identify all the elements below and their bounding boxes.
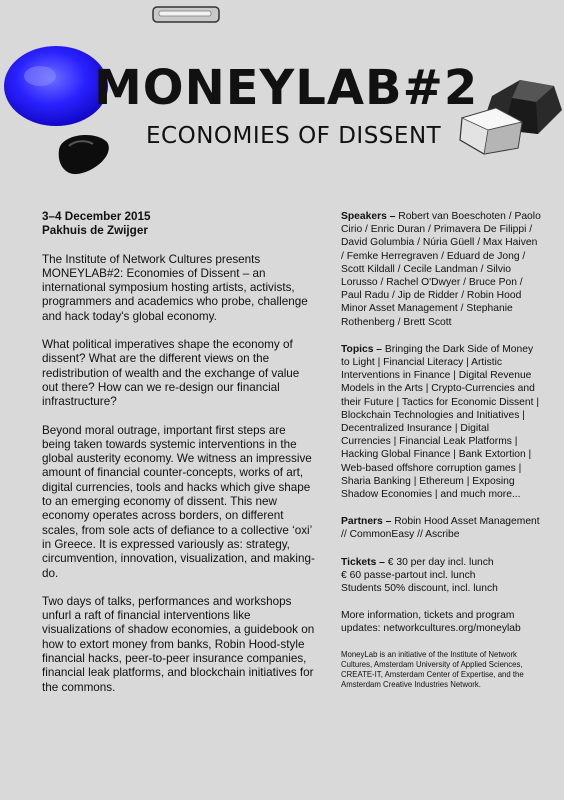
more-info: More information, tickets and program updates: networkcultures.org/moneylab (341, 610, 521, 635)
partners-list: Robin Hood Asset Management // CommonEasy // Ascribe (341, 516, 540, 541)
poster-title: MONEYLAB#2 (94, 60, 479, 116)
topics-section (341, 343, 541, 501)
glass-bar-graphic (150, 2, 222, 28)
program-paragraph: Two days of talks, performances and workshops unfurl a raft of financial interventions like visualizations of shadow economies, a guidebook on how to extort money from banks, Robin Hood-style financial hacks, peer-to-peer insurance companies, financial leak platforms, and blockchain initiatives for the commons. (42, 594, 315, 694)
main-column (42, 210, 317, 709)
partners-label: Partners – (341, 516, 392, 528)
tickets-students: Students 50% discount, incl. lunch (341, 583, 498, 595)
tickets-label: Tickets – (341, 556, 385, 568)
event-date: 3–4 December 2015 (42, 210, 151, 223)
tickets-day: € 30 per day incl. lunch (387, 556, 494, 568)
partners-section (341, 515, 541, 541)
black-drop-graphic (55, 128, 113, 178)
dissent-paragraph: Beyond moral outrage, important first steps are being taken towards systemic interventions in the global austerity economy. We witness an impressive amount of financial counter-concepts, works of art, digital currencies, tools and hacks which give shape to an emerging economy of dissent. This new economy operates across borders, on different scales, from sole acts of defiance to a collective ‘oxi’ in Greece. It is expressed variously as: strategy, circumvention, innovation, visualization, and making-do. (42, 423, 315, 580)
topics-list: Bringing the Dark Side of Money to Light | Financial Literacy | Artistic Interventions in Finance | Digital Revenue Models in the Arts | Crypto-Currencies and their Future | Tactics for Economic Dissent | Blockchain Technologies and Initiatives | Decentralized Insurance | Digital Currencies | Financial Leak Platforms | Hacking Global Finance | Bank Extortion | Web-based offshore corruption games | Sharia Banking | Ethereum | Exposing Shadow Economies | and much more... (341, 343, 540, 501)
intro-paragraph: The Institute of Network Cultures presents MONEYLAB#2: Economies of Dissent – an international symposium hosting artists, activists, programmers and academics who probe, challenge and hack today's global economy. (42, 252, 308, 323)
topics-label: Topics – (341, 343, 383, 355)
event-venue: Pakhuis de Zwijger (42, 224, 148, 238)
poster-subtitle: ECONOMIES OF DISSENT (146, 123, 442, 149)
speakers-label: Speakers – (341, 211, 396, 222)
initiative-footer: MoneyLab is an initiative of the Institute of Network Cultures, Amsterdam University of Applied Sciences, CREATE-IT, Amsterdam Center of Expertise, and the Amsterdam Creative Industries Network. (341, 649, 524, 689)
questions-paragraph: What political imperatives shape the economy of dissent? What are the different views on the redistribution of wealth and the exchange of value out there? How can we re-design our financial infrastructure? (42, 338, 300, 409)
info-column (341, 210, 541, 704)
tickets-section (341, 556, 541, 596)
speakers-section (341, 210, 541, 329)
speakers-list: Robert van Boeschoten / Paolo Cirio / Enric Duran / Primavera De Filippi / David Golumbia / Núria Güell / Max Haiven / Femke Herregraven / Eduard de Jong / Scott Kildall / Cecile Landman / Silvio Lorusso / Rachel O'Dwyer / Bruce Pon / Paul Radu / Jip de Ridder / Robin Hood Minor Asset Management / Stephanie Rothenberg / Brett Scott (341, 211, 541, 328)
tickets-pass: € 60 passe-partout incl. lunch (341, 569, 476, 581)
